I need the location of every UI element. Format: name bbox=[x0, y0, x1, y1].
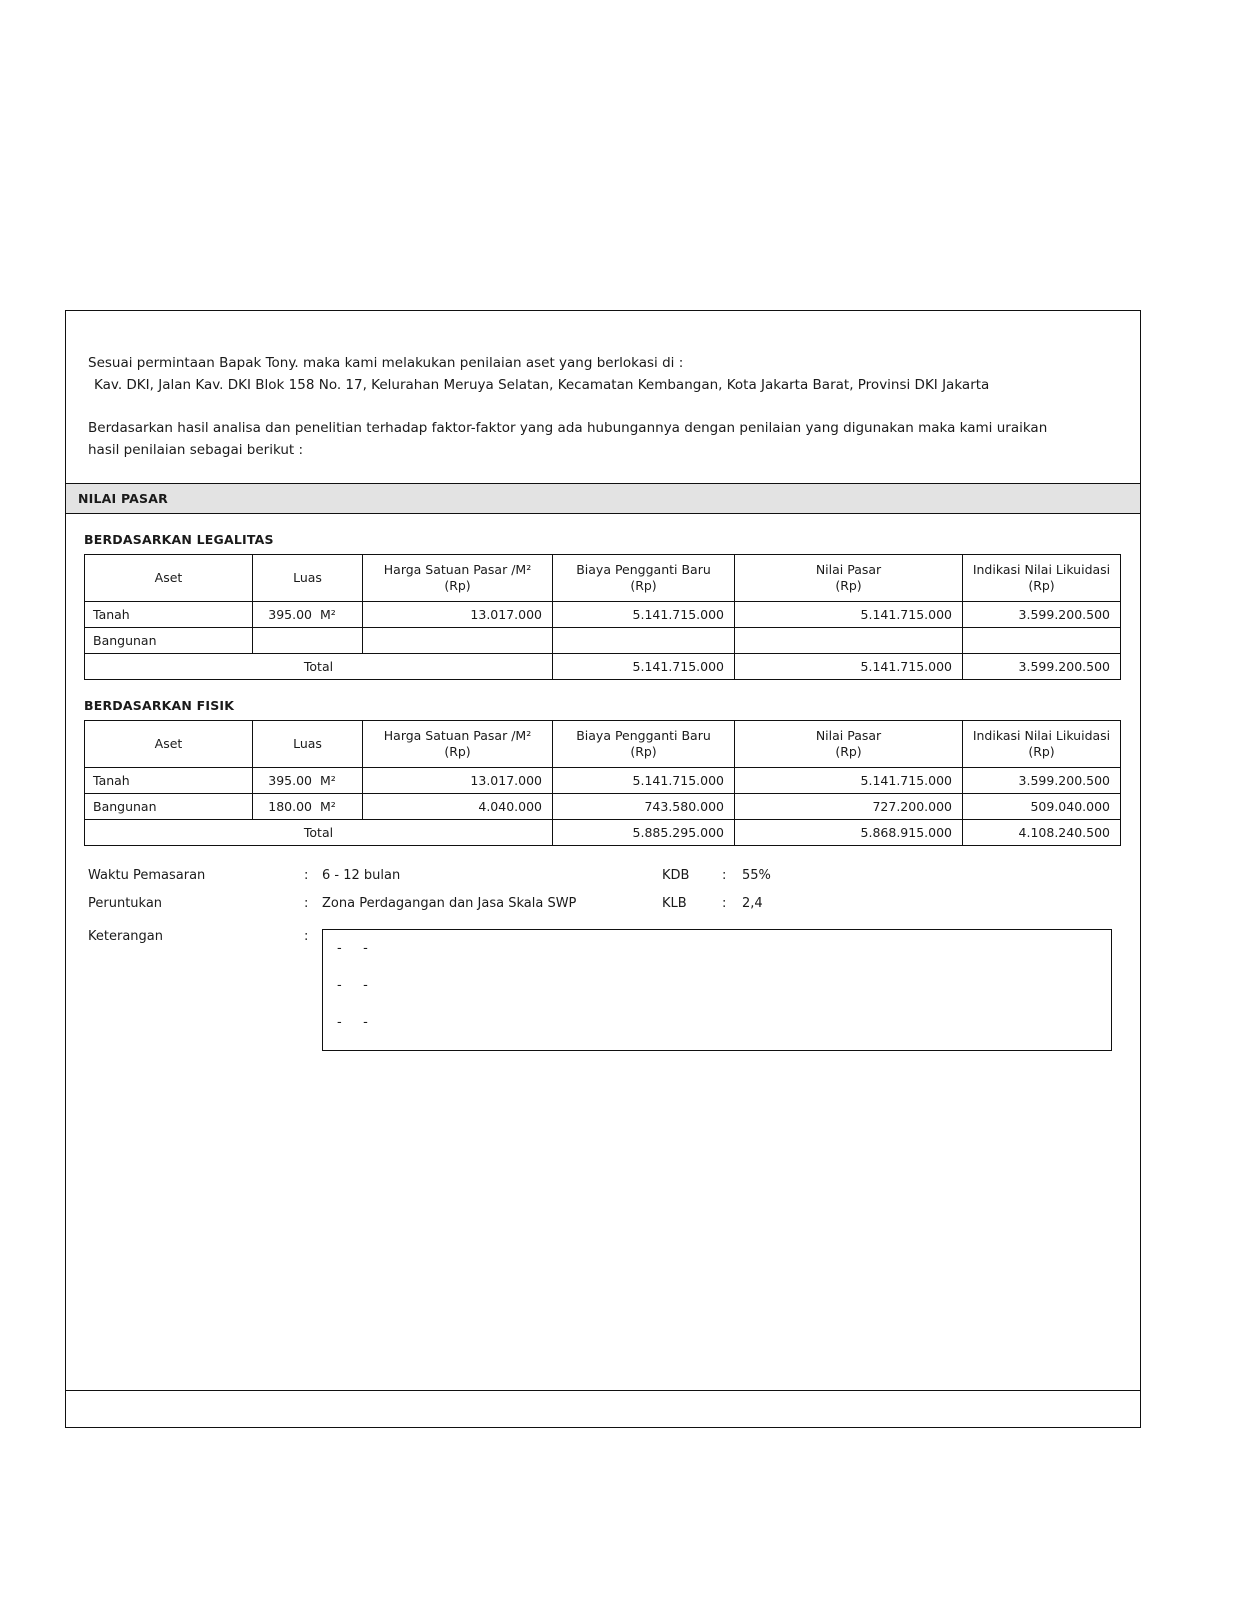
total-label: Total bbox=[85, 654, 553, 680]
luas-value: 395.00 bbox=[268, 773, 312, 789]
header-biaya-line2: (Rp) bbox=[630, 744, 657, 760]
peruntukan-value: Zona Perdagangan dan Jasa Skala SWP bbox=[322, 896, 577, 912]
header-harga-satuan bbox=[363, 721, 553, 768]
table-row bbox=[85, 628, 1121, 654]
header-nilai-line2: (Rp) bbox=[835, 578, 862, 594]
luas-value: 395.00 bbox=[268, 607, 312, 623]
klb-colon: : bbox=[722, 896, 727, 912]
header-biaya-pengganti bbox=[553, 721, 735, 768]
cell-harga-satuan: 4.040.000 bbox=[363, 794, 553, 820]
cell-indikasi-likuidasi: 509.040.000 bbox=[963, 794, 1121, 820]
header-aset: Aset bbox=[85, 555, 253, 602]
table-berdasarkan-legalitas bbox=[84, 554, 1121, 680]
cell-nilai-pasar: 727.200.000 bbox=[735, 794, 963, 820]
cell-indikasi-likuidasi: 3.599.200.500 bbox=[963, 602, 1121, 628]
header-likuidasi-line1: Indikasi Nilai Likuidasi bbox=[972, 561, 1111, 577]
header-likuidasi-line1: Indikasi Nilai Likuidasi bbox=[972, 727, 1111, 743]
table-berdasarkan-fisik bbox=[84, 720, 1121, 846]
header-luas: Luas bbox=[253, 721, 363, 768]
klb-label: KLB bbox=[662, 896, 687, 912]
luas-unit: M² bbox=[320, 773, 336, 789]
peruntukan-colon: : bbox=[304, 896, 309, 912]
luas-unit: M² bbox=[320, 799, 336, 815]
cell-biaya-pengganti: 743.580.000 bbox=[553, 794, 735, 820]
detail-row-peruntukan bbox=[66, 896, 1140, 911]
kdb-value: 55% bbox=[742, 868, 771, 884]
header-biaya-pengganti bbox=[553, 555, 735, 602]
header-biaya-line2: (Rp) bbox=[630, 578, 657, 594]
document-page bbox=[65, 310, 1141, 1428]
cell-harga-satuan: 13.017.000 bbox=[363, 602, 553, 628]
header-luas: Luas bbox=[253, 555, 363, 602]
waktu-pemasaran-colon: : bbox=[304, 868, 309, 884]
keterangan-box[interactable] bbox=[322, 929, 1112, 1051]
table-row bbox=[85, 768, 1121, 794]
cell-harga-satuan: 13.017.000 bbox=[363, 768, 553, 794]
luas-unit: M² bbox=[320, 607, 336, 623]
header-likuidasi-line2: (Rp) bbox=[1028, 578, 1055, 594]
header-harga-satuan bbox=[363, 555, 553, 602]
intro-paragraph-2-line-1: Berdasarkan hasil analisa dan penelitian terhadap faktor-faktor yang ada hubungannya dengan penilaian yang digunakan maka kami uraikan bbox=[88, 420, 1048, 437]
detail-row-keterangan bbox=[66, 929, 1140, 1051]
kdb-label: KDB bbox=[662, 868, 690, 884]
header-nilai-line1: Nilai Pasar bbox=[815, 561, 882, 577]
table-total-row bbox=[85, 654, 1121, 680]
table-header-row bbox=[85, 721, 1121, 768]
footer-divider bbox=[66, 1390, 1140, 1391]
cell-biaya-pengganti bbox=[553, 628, 735, 654]
keterangan-dash-2: - bbox=[363, 941, 368, 957]
peruntukan-label: Peruntukan bbox=[88, 896, 163, 912]
table-row bbox=[85, 794, 1121, 820]
detail-row-waktu-pemasaran bbox=[66, 868, 1140, 883]
header-indikasi-likuidasi bbox=[963, 555, 1121, 602]
header-harga-line2: (Rp) bbox=[444, 744, 471, 760]
cell-indikasi-likuidasi bbox=[963, 628, 1121, 654]
header-likuidasi-line2: (Rp) bbox=[1028, 744, 1055, 760]
cell-aset: Bangunan bbox=[85, 794, 253, 820]
waktu-pemasaran-label: Waktu Pemasaran bbox=[88, 868, 206, 884]
header-indikasi-likuidasi bbox=[963, 721, 1121, 768]
total-biaya-pengganti: 5.141.715.000 bbox=[553, 654, 735, 680]
cell-luas bbox=[253, 628, 363, 654]
cell-biaya-pengganti: 5.141.715.000 bbox=[553, 768, 735, 794]
header-aset: Aset bbox=[85, 721, 253, 768]
waktu-pemasaran-value: 6 - 12 bulan bbox=[322, 868, 401, 884]
subsection-title-legalitas: BERDASARKAN LEGALITAS bbox=[84, 532, 274, 548]
cell-nilai-pasar: 5.141.715.000 bbox=[735, 602, 963, 628]
total-biaya-pengganti: 5.885.295.000 bbox=[553, 820, 735, 846]
total-indikasi-likuidasi: 3.599.200.500 bbox=[963, 654, 1121, 680]
header-harga-line2: (Rp) bbox=[444, 578, 471, 594]
cell-indikasi-likuidasi: 3.599.200.500 bbox=[963, 768, 1121, 794]
table-row bbox=[85, 602, 1121, 628]
keterangan-line bbox=[337, 1016, 1111, 1053]
luas-value: 180.00 bbox=[268, 799, 312, 815]
table-total-row bbox=[85, 820, 1121, 846]
cell-aset: Tanah bbox=[85, 768, 253, 794]
total-label: Total bbox=[85, 820, 553, 846]
keterangan-colon: : bbox=[304, 929, 309, 945]
cell-luas bbox=[253, 602, 363, 628]
keterangan-label: Keterangan bbox=[88, 929, 163, 945]
intro-section bbox=[66, 311, 1140, 461]
keterangan-line bbox=[337, 979, 1111, 1016]
cell-harga-satuan bbox=[363, 628, 553, 654]
total-nilai-pasar: 5.141.715.000 bbox=[735, 654, 963, 680]
klb-value: 2,4 bbox=[742, 896, 763, 912]
cell-luas bbox=[253, 768, 363, 794]
keterangan-dash-1: - bbox=[337, 1015, 342, 1031]
keterangan-dash-1: - bbox=[337, 978, 342, 994]
header-biaya-line1: Biaya Pengganti Baru bbox=[576, 561, 711, 577]
cell-nilai-pasar bbox=[735, 628, 963, 654]
keterangan-line bbox=[337, 942, 1111, 979]
header-harga-line1: Harga Satuan Pasar /M² bbox=[383, 561, 532, 577]
kdb-colon: : bbox=[722, 868, 727, 884]
cell-aset: Bangunan bbox=[85, 628, 253, 654]
keterangan-dash-2: - bbox=[363, 978, 368, 994]
keterangan-dash-2: - bbox=[363, 1015, 368, 1031]
table-header-row bbox=[85, 555, 1121, 602]
cell-nilai-pasar: 5.141.715.000 bbox=[735, 768, 963, 794]
header-harga-line1: Harga Satuan Pasar /M² bbox=[383, 727, 532, 743]
intro-line-2: Kav. DKI, Jalan Kav. DKI Blok 158 No. 17, Kelurahan Meruya Selatan, Kecamatan Kembangan, Kota Jakarta Barat, Provinsi DKI Jakarta bbox=[94, 376, 990, 393]
header-nilai-pasar bbox=[735, 555, 963, 602]
subsection-title-fisik: BERDASARKAN FISIK bbox=[84, 698, 235, 714]
keterangan-dash-1: - bbox=[337, 941, 342, 957]
header-nilai-line1: Nilai Pasar bbox=[815, 727, 882, 743]
header-nilai-pasar bbox=[735, 721, 963, 768]
details-section bbox=[66, 868, 1140, 1051]
total-nilai-pasar: 5.868.915.000 bbox=[735, 820, 963, 846]
header-nilai-line2: (Rp) bbox=[835, 744, 862, 760]
total-indikasi-likuidasi: 4.108.240.500 bbox=[963, 820, 1121, 846]
header-biaya-line1: Biaya Pengganti Baru bbox=[576, 727, 711, 743]
cell-biaya-pengganti: 5.141.715.000 bbox=[553, 602, 735, 628]
cell-aset: Tanah bbox=[85, 602, 253, 628]
intro-line-1: Sesuai permintaan Bapak Tony. maka kami melakukan penilaian aset yang berlokasi di : bbox=[88, 355, 684, 371]
intro-paragraph-2-line-2: hasil penilaian sebagai berikut : bbox=[88, 441, 304, 458]
cell-luas bbox=[253, 794, 363, 820]
section-band-nilai-pasar: NILAI PASAR bbox=[66, 483, 1140, 514]
